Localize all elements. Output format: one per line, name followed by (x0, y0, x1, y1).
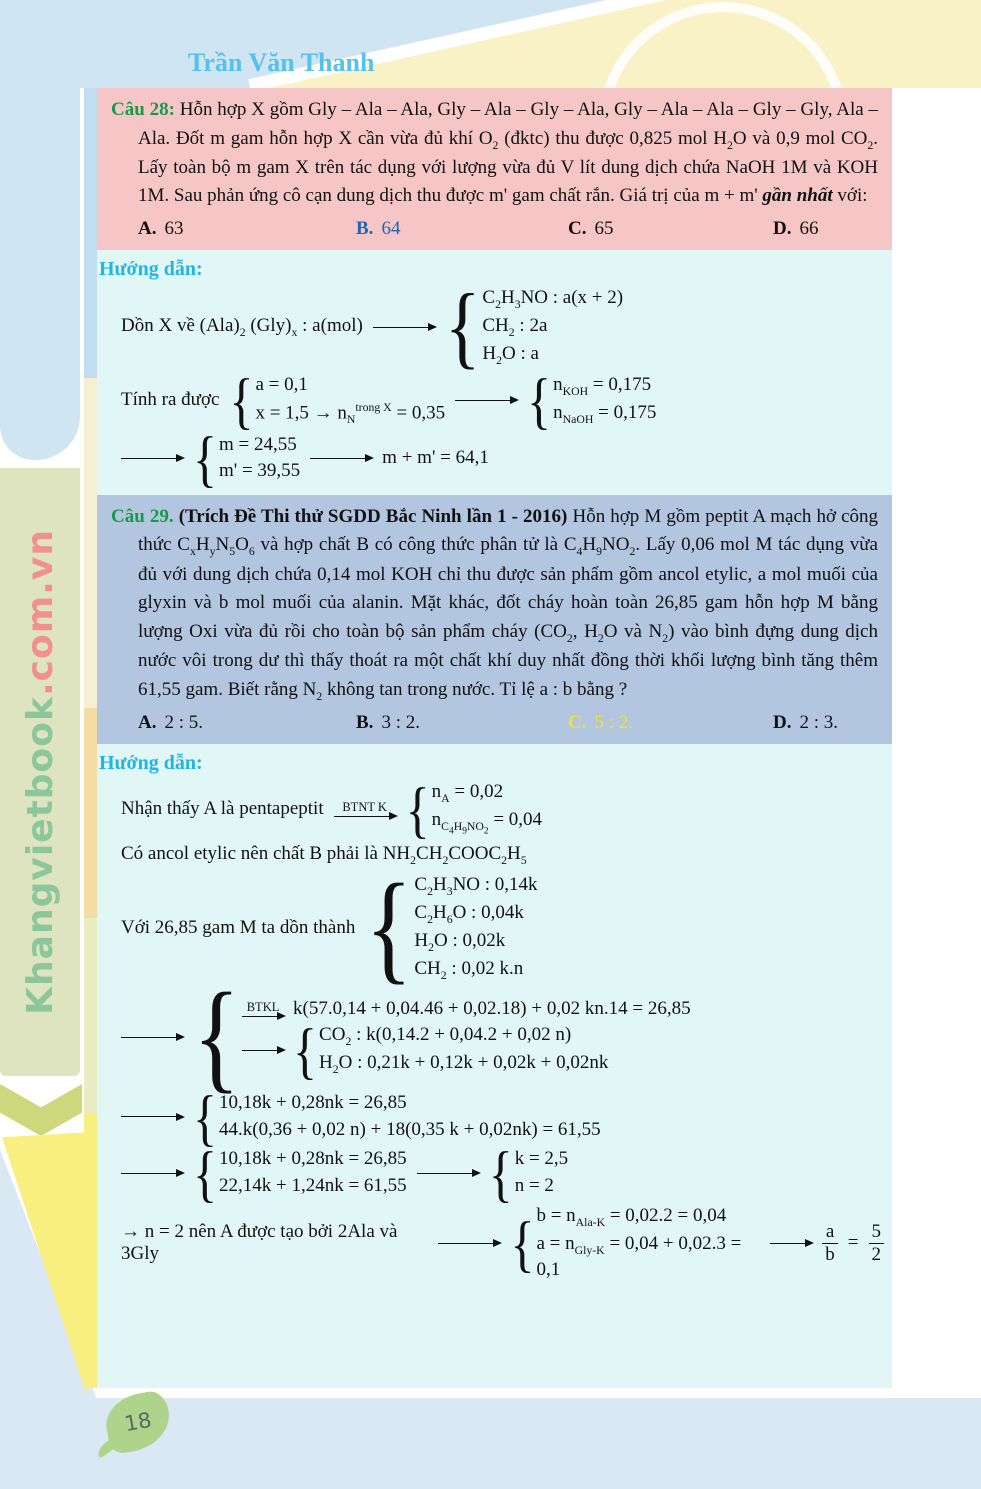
formula-text: k(57.0,14 + 0,04.46 + 0,02.18) + 0,02 kn.14 = 26,85 (293, 997, 691, 1019)
formula-row: $H_2O$ : a (482, 343, 539, 367)
formula-lead: Dồn X về $(Ala)_2$ $(Gly)_x$ : a(mol) (121, 314, 363, 339)
formula-row: { $b = n_{Ala-K} = 0,02.2 = 0,04$ (536, 1204, 727, 1229)
formula-lead: → n = 2 nên A được tạo bởi 2Ala và 3Gly (121, 1221, 398, 1265)
brace-rows (534, 1204, 760, 1283)
formula-line (121, 1204, 884, 1283)
answer-key: C. (568, 217, 587, 239)
brace-rows (217, 433, 300, 484)
long-arrow-icon (242, 1016, 284, 1017)
sidebar-chevron (0, 1084, 82, 1136)
solution-heading: Hướng dẫn: (99, 752, 203, 775)
answer-option-b (356, 218, 568, 240)
answer-option-a (138, 218, 356, 240)
brace-rows (317, 1023, 608, 1077)
arrow-label: { BTKL (246, 1000, 280, 1015)
labeled-arrow-icon (242, 1001, 284, 1017)
formula-row: { $n_{KOH} = 0,175$ (553, 374, 652, 399)
brace-group (406, 780, 542, 837)
brace-group (510, 1204, 760, 1283)
formula-row: $CH_2$ : 2a (482, 315, 548, 339)
formula-line (121, 780, 884, 837)
brace-rows (253, 373, 445, 427)
formula-line (121, 1147, 884, 1198)
formula-row: $H_2O$ : 0,02k (414, 929, 506, 954)
answer-value: 65 (594, 217, 614, 239)
brace-rows (430, 780, 542, 837)
q28-answers-row (111, 218, 878, 240)
accent-strip-cream (84, 378, 97, 708)
formula-row: $C_2H_6O$ : 0,04k (414, 901, 524, 926)
answer-option-d (773, 218, 878, 240)
answer-key: C. (568, 712, 587, 734)
solution-section-q28 (97, 250, 892, 495)
long-arrow-icon (242, 1050, 284, 1051)
answer-value: 3 : 2. (381, 712, 420, 734)
formula-row: $CH_2$ : 0,02 k.n (414, 957, 524, 982)
answer-option-c (568, 218, 773, 240)
header-circle-arc (598, 2, 848, 88)
accent-strip-blue (84, 88, 97, 378)
question-28-text (111, 96, 878, 211)
brace-rows (217, 1147, 407, 1198)
accent-strip-tan (84, 708, 97, 918)
formula-lead: Tính ra được (121, 389, 220, 411)
answer-key: B. (356, 712, 374, 734)
long-arrow-icon (373, 327, 435, 328)
long-arrow-icon (121, 1173, 183, 1174)
brace-rows (240, 997, 691, 1078)
formula-row: { 10,18k + 0,28nk = 26,85 (219, 1148, 407, 1170)
long-arrow-icon (770, 1243, 812, 1244)
question-28-label: Câu 28: (111, 99, 175, 120)
brace-group (229, 373, 445, 427)
answer-key: A. (138, 217, 157, 239)
formula-row: $x = 1,5 \to n_N^{trong X} = 0,35$ (255, 401, 446, 427)
solution-heading: Hướng dẫn: (99, 257, 203, 280)
formula-row: { m = 24,55 (219, 433, 297, 455)
watermark-green: Khangvietbook (19, 696, 61, 1015)
brace-group (293, 1023, 608, 1077)
formula-row: 22,14k + 1,24nk = 61,55 (219, 1175, 407, 1197)
brace-group (445, 286, 623, 368)
answer-option-a (138, 712, 356, 734)
answer-value: 66 (799, 217, 819, 239)
page-number: 18 (122, 1407, 154, 1437)
brace-group (489, 1147, 568, 1198)
sidebar-blue-shape (0, 88, 80, 460)
fraction (822, 1221, 838, 1266)
formula-row: $a = n_{Gly-K} = 0,04 + 0,02.3 = 0,1$ (536, 1232, 742, 1280)
formula-row: $n_{NaOH} = 0,175$ (553, 402, 657, 427)
formula-text: Có ancol etylic nên chất B phải là $NH_2CH_2COOC_2H_5$ (121, 842, 527, 867)
fraction-numerator: a (825, 1220, 835, 1242)
formula-line (121, 433, 884, 484)
answer-value: 63 (164, 217, 184, 239)
formula-line (121, 373, 884, 427)
formula-tail: m + m' = 64,1 (382, 447, 489, 469)
watermark-vertical-text (20, 529, 61, 1015)
formula-lead: Nhận thấy A là pentapeptit (121, 798, 324, 820)
main-column (97, 88, 892, 1388)
question-29-label: Câu 29. (111, 505, 174, 527)
brace-rows (513, 1147, 568, 1198)
accent-strip-yellow (84, 1113, 97, 1388)
page-author-title: Trần Văn Thanh (188, 48, 375, 77)
question-29-text (111, 503, 878, 705)
question-29-source: (Trích Đề Thi thử SGDD Bắc Ninh lần 1 - 2016) (178, 505, 568, 527)
long-arrow-icon (455, 400, 517, 401)
long-arrow-icon (417, 1173, 479, 1174)
formula-row: 44.k(0,36 + 0,02 n) + 18(0,35 k + 0,02nk) = 61,55 (219, 1118, 601, 1140)
long-arrow-icon (121, 458, 183, 459)
formula-line (121, 286, 884, 368)
brace-group (193, 1147, 407, 1198)
long-arrow-icon (310, 458, 372, 459)
formula-lead: Với 26,85 gam M ta dồn thành (121, 916, 356, 938)
answer-key: D. (773, 712, 792, 734)
formula-row: n = 2 (514, 1175, 554, 1197)
formula-row: $H_2O$ : 0,21k + 0,12k + 0,02k + 0,02nk (319, 1052, 609, 1077)
long-arrow-icon (121, 1116, 183, 1117)
formula-row: { a = 0,1 (255, 374, 308, 396)
accent-strip-olive (84, 918, 97, 1113)
equals-sign: = (847, 1232, 859, 1254)
answer-value: 5 : 2. (594, 712, 634, 734)
brace-rows (217, 1091, 601, 1142)
fraction (869, 1221, 885, 1266)
fraction-denominator: 2 (869, 1243, 885, 1266)
formula-row: $n_{C_4H_9NO_2} = 0,04$ (431, 809, 543, 837)
question-29-box (97, 495, 892, 744)
brace-group (193, 433, 300, 484)
formula-line (121, 843, 884, 868)
formula-row: { k = 2,5 (514, 1148, 569, 1170)
answer-key: D. (773, 217, 792, 239)
answer-value: 2 : 5. (164, 712, 204, 734)
arrow-label: BTNT K (342, 800, 387, 815)
brace-group (365, 873, 537, 983)
answer-option-b (356, 712, 568, 734)
sidebar-olive-band (0, 468, 80, 1076)
formula-row: m' = 39,55 (219, 460, 301, 482)
labeled-arrow-icon (334, 801, 396, 817)
formula-row: { $C_2H_3NO$ : 0,14k (414, 873, 538, 898)
long-arrow-icon (121, 1037, 183, 1038)
answer-key: A. (138, 712, 157, 734)
brace-rows (551, 373, 656, 427)
answer-value: 2 : 3. (799, 712, 839, 734)
formula-line (121, 988, 884, 1086)
formula-row: { $n_A = 0,02$ (431, 781, 504, 806)
question-28-body: Hỗn hợp X gồm Gly – Ala – Ala, Gly – Ala – Gly – Ala, Gly – Ala – Ala – Gly – Gly, Ala – Ala. Đốt m gam hỗn hợp X cần vừa đủ khí $O_2$ (đktc) thu được 0,825 mol $H_2O$ và 0,9 mol $CO_2$. Lấy toàn bộ m gam X trên tác dụng với lượng vừa đủ V lít dung dịch chứa NaOH 1M và KOH 1M. Sau phản ứng cô cạn dung dịch thu được m' gam chất rắn. Giá trị của m + m' gần nhất với: (138, 99, 879, 207)
brace-rows (480, 286, 623, 368)
watermark-red: .com.vn (19, 529, 61, 697)
formula-row: { 10,18k + 0,28nk = 26,85 (219, 1092, 407, 1114)
header-band (0, 0, 981, 88)
brace-rows (412, 873, 537, 983)
long-arrow-icon (438, 1243, 500, 1244)
q29-answers-row (111, 712, 878, 734)
fraction-numerator: 5 (871, 1220, 881, 1242)
answer-key: B. (356, 217, 374, 239)
brace-group (193, 1091, 601, 1142)
formula-line (121, 873, 884, 983)
fraction-denominator: b (822, 1243, 838, 1266)
formula-row (242, 1023, 691, 1077)
long-arrow-icon (334, 816, 396, 817)
answer-option-d (773, 712, 878, 734)
question-29-body: Hỗn hợp M gồm peptit A mạch hở công thức $C_xH_yN_5O_6$ và hợp chất B có công thức phân tử là $C_4H_9NO_2$. Lấy 0,06 mol M tác dụng vừa đủ với dung dịch chứa 0,14 mol KOH chỉ thu được sản phẩm gồm ancol etylic, a mol muối của glyxin và b mol muối của alanin. Mặt khác, đốt cháy hoàn toàn 26,85 gam hỗn hợp M bằng lượng Oxi vừa đủ rồi cho toàn bộ sản phẩm cháy ($CO_2$, $H_2O$ và $N_2$) vào bình đựng dung dịch nước vôi trong dư thì thấy thoát ra một chất khí duy nhất đồng thời khối lượng bình tăng thêm 61,55 gam. Biết rằng $N_2$ không tan trong nước. Tỉ lệ a : b bằng ? (138, 505, 879, 703)
answer-value: 64 (381, 217, 401, 239)
formula-row: { $C_2H_3NO$ : a(x + 2) (482, 286, 624, 311)
solution-section-q29 (97, 744, 892, 1388)
brace-group (527, 373, 656, 427)
question-28-box (97, 88, 892, 250)
answer-option-c (568, 712, 773, 734)
brace-group (193, 988, 691, 1086)
formula-row: { $CO_2$ : k(0,14.2 + 0,04.2 + 0,02 n) (319, 1024, 572, 1049)
